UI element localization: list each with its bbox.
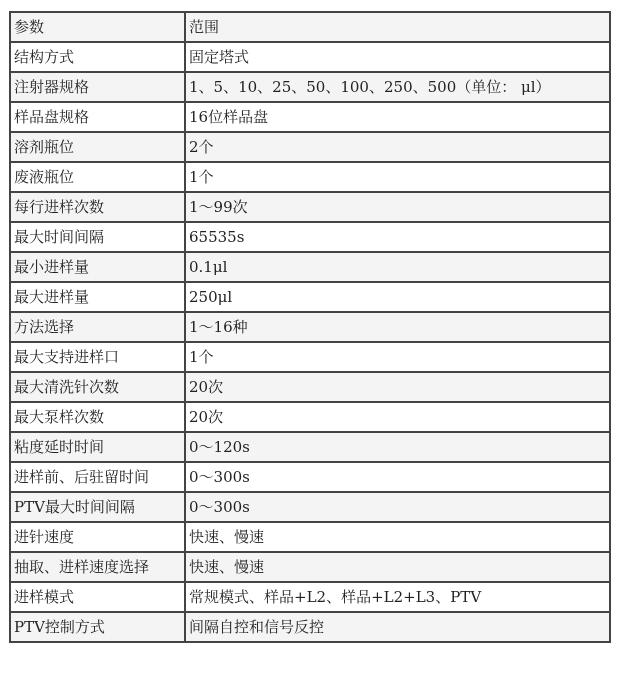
table-row [10, 492, 610, 522]
param-cell: 注射器规格 [10, 72, 185, 102]
spec-table-body [10, 12, 610, 642]
table-row [10, 552, 610, 582]
value-cell: 快速、慢速 [185, 552, 610, 582]
param-cell: 最大清洗针次数 [10, 372, 185, 402]
value-cell: 20次 [185, 402, 610, 432]
param-cell: 进针速度 [10, 522, 185, 552]
param-cell: 进样模式 [10, 582, 185, 612]
value-cell: 0～300s [185, 462, 610, 492]
value-cell: 快速、慢速 [185, 522, 610, 552]
table-row [10, 222, 610, 252]
table-row [10, 582, 610, 612]
param-cell: 最大时间间隔 [10, 222, 185, 252]
table-row [10, 312, 610, 342]
value-cell: 250μl [185, 282, 610, 312]
table-row [10, 342, 610, 372]
table-row [10, 522, 610, 552]
table-row [10, 252, 610, 282]
param-cell: 进样前、后驻留时间 [10, 462, 185, 492]
value-cell: 20次 [185, 372, 610, 402]
value-cell: 16位样品盘 [185, 102, 610, 132]
value-cell: 1～16种 [185, 312, 610, 342]
param-cell: 样品盘规格 [10, 102, 185, 132]
param-cell: 最小进样量 [10, 252, 185, 282]
table-row [10, 72, 610, 102]
table-row [10, 102, 610, 132]
value-cell: 1个 [185, 342, 610, 372]
param-cell: 抽取、进样速度选择 [10, 552, 185, 582]
header-value-cell: 范围 [185, 12, 610, 42]
param-cell: 每行进样次数 [10, 192, 185, 222]
param-cell: 废液瓶位 [10, 162, 185, 192]
value-cell: 1、5、10、25、50、100、250、500（单位： μl） [185, 72, 610, 102]
value-cell: 2个 [185, 132, 610, 162]
spec-table [9, 11, 611, 643]
table-row [10, 192, 610, 222]
header-param-cell: 参数 [10, 12, 185, 42]
param-cell: 溶剂瓶位 [10, 132, 185, 162]
param-cell: 最大进样量 [10, 282, 185, 312]
table-row [10, 282, 610, 312]
value-cell: 1～99次 [185, 192, 610, 222]
param-cell: 粘度延时时间 [10, 432, 185, 462]
value-cell: 常规模式、样品+L2、样品+L2+L3、PTV [185, 582, 610, 612]
param-cell: PTV控制方式 [10, 612, 185, 642]
value-cell: 1个 [185, 162, 610, 192]
value-cell: 间隔自控和信号反控 [185, 612, 610, 642]
value-cell: 0～120s [185, 432, 610, 462]
value-cell: 65535s [185, 222, 610, 252]
table-row [10, 432, 610, 462]
param-cell: 最大支持进样口 [10, 342, 185, 372]
table-header-row [10, 12, 610, 42]
value-cell: 0.1μl [185, 252, 610, 282]
table-row [10, 462, 610, 492]
table-row [10, 402, 610, 432]
table-row [10, 42, 610, 72]
table-row [10, 612, 610, 642]
table-row [10, 162, 610, 192]
value-cell: 固定塔式 [185, 42, 610, 72]
table-row [10, 132, 610, 162]
value-cell: 0～300s [185, 492, 610, 522]
param-cell: 结构方式 [10, 42, 185, 72]
param-cell: 方法选择 [10, 312, 185, 342]
table-row [10, 372, 610, 402]
param-cell: PTV最大时间间隔 [10, 492, 185, 522]
param-cell: 最大泵样次数 [10, 402, 185, 432]
